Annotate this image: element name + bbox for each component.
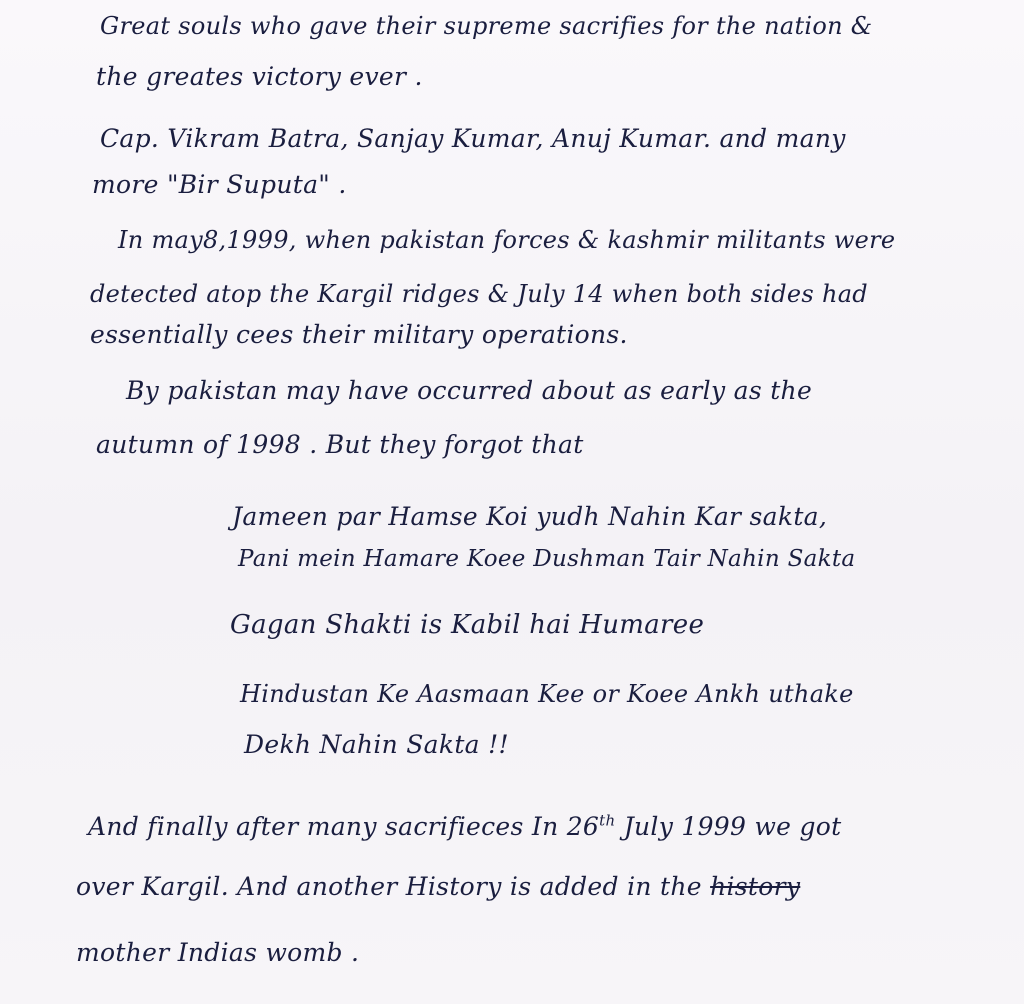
text-line-15-end: July 1999 we got bbox=[623, 812, 842, 841]
text-line-7: essentially cees their military operations. bbox=[90, 320, 628, 349]
text-line-3: Cap. Vikram Batra, Sanjay Kumar, Anuj Kumar. and many bbox=[100, 124, 846, 153]
text-line-9: autumn of 1998 . But they forgot that bbox=[96, 430, 584, 459]
text-line-16-main: over Kargil. And another History is added in the bbox=[76, 872, 702, 901]
text-line-1: Great souls who gave their supreme sacrifies for the nation & bbox=[100, 12, 873, 40]
text-line-17: mother Indias womb . bbox=[76, 938, 360, 967]
text-line-15-start: And finally after many sacrifieces In 26 bbox=[88, 812, 600, 841]
text-line-6: detected atop the Kargil ridges & July 14 when both sides had bbox=[90, 280, 868, 308]
text-line-8: By pakistan may have occurred about as early as the bbox=[126, 376, 813, 405]
text-line-10: Jameen par Hamse Koi yudh Nahin Kar sakta, bbox=[232, 502, 828, 531]
text-line-5: In may8,1999, when pakistan forces & kashmir militants were bbox=[118, 226, 896, 254]
text-line-2: the greates victory ever . bbox=[96, 62, 423, 91]
text-line-14: Dekh Nahin Sakta !! bbox=[244, 730, 509, 759]
text-line-15 bbox=[88, 811, 842, 841]
text-line-4: more "Bir Suputa" . bbox=[92, 170, 347, 199]
text-line-16 bbox=[76, 874, 800, 899]
text-line-11: Pani mein Hamare Koee Dushman Tair Nahin Sakta bbox=[238, 546, 856, 572]
text-line-12: Gagan Shakti is Kabil hai Humaree bbox=[230, 610, 705, 640]
superscript-th: th bbox=[599, 811, 616, 830]
text-line-13: Hindustan Ke Aasmaan Kee or Koee Ankh uthake bbox=[240, 680, 854, 708]
struck-word: history bbox=[710, 872, 801, 901]
